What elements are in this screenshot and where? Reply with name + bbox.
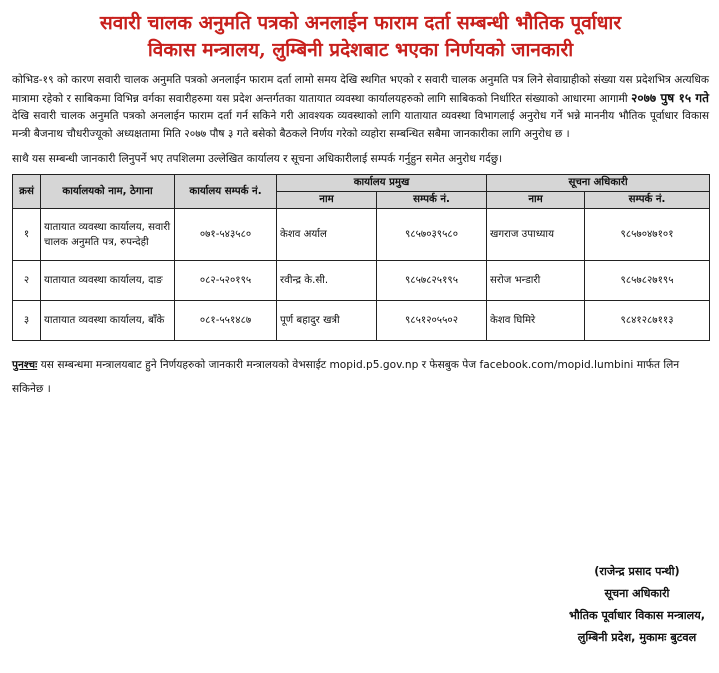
intro-date: २०७७ पुष १५ गते [631, 90, 709, 105]
cell-office: यातायात व्यवस्था कार्यालय, बाँके [41, 301, 175, 341]
intro-paragraph [12, 72, 709, 143]
signature-block [569, 561, 705, 649]
cell-office-contact: ०८२-५२०१९५ [175, 261, 277, 301]
header-office: कार्यालयको नाम, ठेगाना [41, 175, 175, 209]
cell-office: यातायात व्यवस्था कार्यालय, सवारी चालक अनुमति पत्र, रुपन्देही [41, 209, 175, 261]
header-officer-name: नाम [487, 192, 585, 209]
cell-officer-contact: ९८४१२८७११३ [585, 301, 710, 341]
postscript-note [12, 353, 709, 401]
header-chief: कार्यालय प्रमुख [277, 175, 487, 192]
cell-sn: १ [13, 209, 41, 261]
cell-chief-name: रवीन्द्र के.सी. [277, 261, 377, 301]
cell-chief-contact: ९८५७८२५१९५ [377, 261, 487, 301]
notice-title [12, 10, 709, 64]
postscript-label: पुनश्चः [12, 359, 38, 371]
table-row [13, 261, 710, 301]
signatory-address: लुम्बिनी प्रदेश, मुकामः बुटवल [577, 631, 697, 644]
cell-office-contact: ०७१-५४३५८० [175, 209, 277, 261]
header-sn: क्रसं [13, 175, 41, 209]
signatory-ministry: भौतिक पूर्वाधार विकास मन्त्रालय, [568, 609, 705, 622]
cell-office-contact: ०८१-५५१४८७ [175, 301, 277, 341]
intro-text-before: कोभिड-१९ को कारण सवारी चालक अनुमति पत्रको अनलाईन फाराम दर्ता लामो समय देखि स्थगित भएको र सवारी चालक अनुमति पत्र लिने सेवाग्राहीको संख्या यस प्रदेशभित्र अत्यधिक मात्रामा रहेको र साबिकमा विभिन्न वर्गका सवारीहरुमा यस प्रदेश अन्तर्गतका यातायात व्यवस्था कार्यालयहरुको लागि साबिकको निर्धारित संख्याको आधारमा आगामी [12, 74, 709, 105]
cell-officer-contact: ९८५७८२७१९५ [585, 261, 710, 301]
table-row [13, 301, 710, 341]
cell-chief-name: पूर्ण बहादुर खत्री [277, 301, 377, 341]
intro-text-after: देखि सवारी चालक अनुमति पत्रको अनलाईन फाराम दर्ता गर्न सकिने गरी आवश्यक व्यवस्थाको लागि यातायात व्यवस्था विभागलाई अनुरोध गर्ने भन्ने माननीय भौतिक पूर्वाधार विकास मन्त्री बैजनाथ चौधरीज्यूको अध्यक्षतामा मिति २०७७ पौष ३ गते बसेको बैठकले निर्णय गरेको व्यहोरा सम्बन्धित सबैमा जानकारीका लागि अनुरोध छ । [12, 110, 709, 140]
title-line-2: विकास मन्त्रालय, लुम्बिनी प्रदेशबाट भएका निर्णयको जानकारी [147, 39, 574, 61]
cell-officer-name: केशव घिमिरे [487, 301, 585, 341]
cell-office: यातायात व्यवस्था कार्यालय, दाङ [41, 261, 175, 301]
table-row [13, 209, 710, 261]
table-header-row [13, 175, 710, 192]
header-info-officer: सूचना अधिकारी [487, 175, 710, 192]
cell-chief-contact: ९८५१२०५५०२ [377, 301, 487, 341]
cell-chief-name: केशव अर्याल [277, 209, 377, 261]
header-office-contact: कार्यालय सम्पर्क नं. [175, 175, 277, 209]
header-officer-contact: सम्पर्क नं. [585, 192, 710, 209]
signatory-designation: सूचना अधिकारी [604, 587, 670, 600]
postscript-text: यस सम्बन्धमा मन्त्रालयबाट हुने निर्णयहरुको जानकारी मन्त्रालयको वेभसाईट mopid.p5.gov.np र फेसबुक पेज facebook.com/mopid.lumbini मार्फत लिन सकिनेछ । [12, 359, 680, 395]
contact-table [12, 174, 710, 341]
cell-sn: ३ [13, 301, 41, 341]
cell-officer-name: खगराज उपाध्याय [487, 209, 585, 261]
cell-sn: २ [13, 261, 41, 301]
header-chief-name: नाम [277, 192, 377, 209]
cell-chief-contact: ९८५७०३९५८० [377, 209, 487, 261]
cell-officer-contact: ९८५७०४७१०१ [585, 209, 710, 261]
contact-intro: साथै यस सम्बन्धी जानकारी लिनुपर्ने भए तपशिलमा उल्लेखित कार्यालय र सूचना अधिकारीलाई सम्पर्क गर्नुहुन समेत अनुरोध गर्दछु। [12, 153, 503, 165]
header-chief-contact: सम्पर्क नं. [377, 192, 487, 209]
cell-officer-name: सरोज भन्डारी [487, 261, 585, 301]
title-line-1: सवारी चालक अनुमति पत्रको अनलाईन फाराम दर्ता सम्बन्धी भौतिक पूर्वाधार [99, 12, 622, 34]
signatory-name: (राजेन्द्र प्रसाद पन्थी) [594, 565, 680, 578]
